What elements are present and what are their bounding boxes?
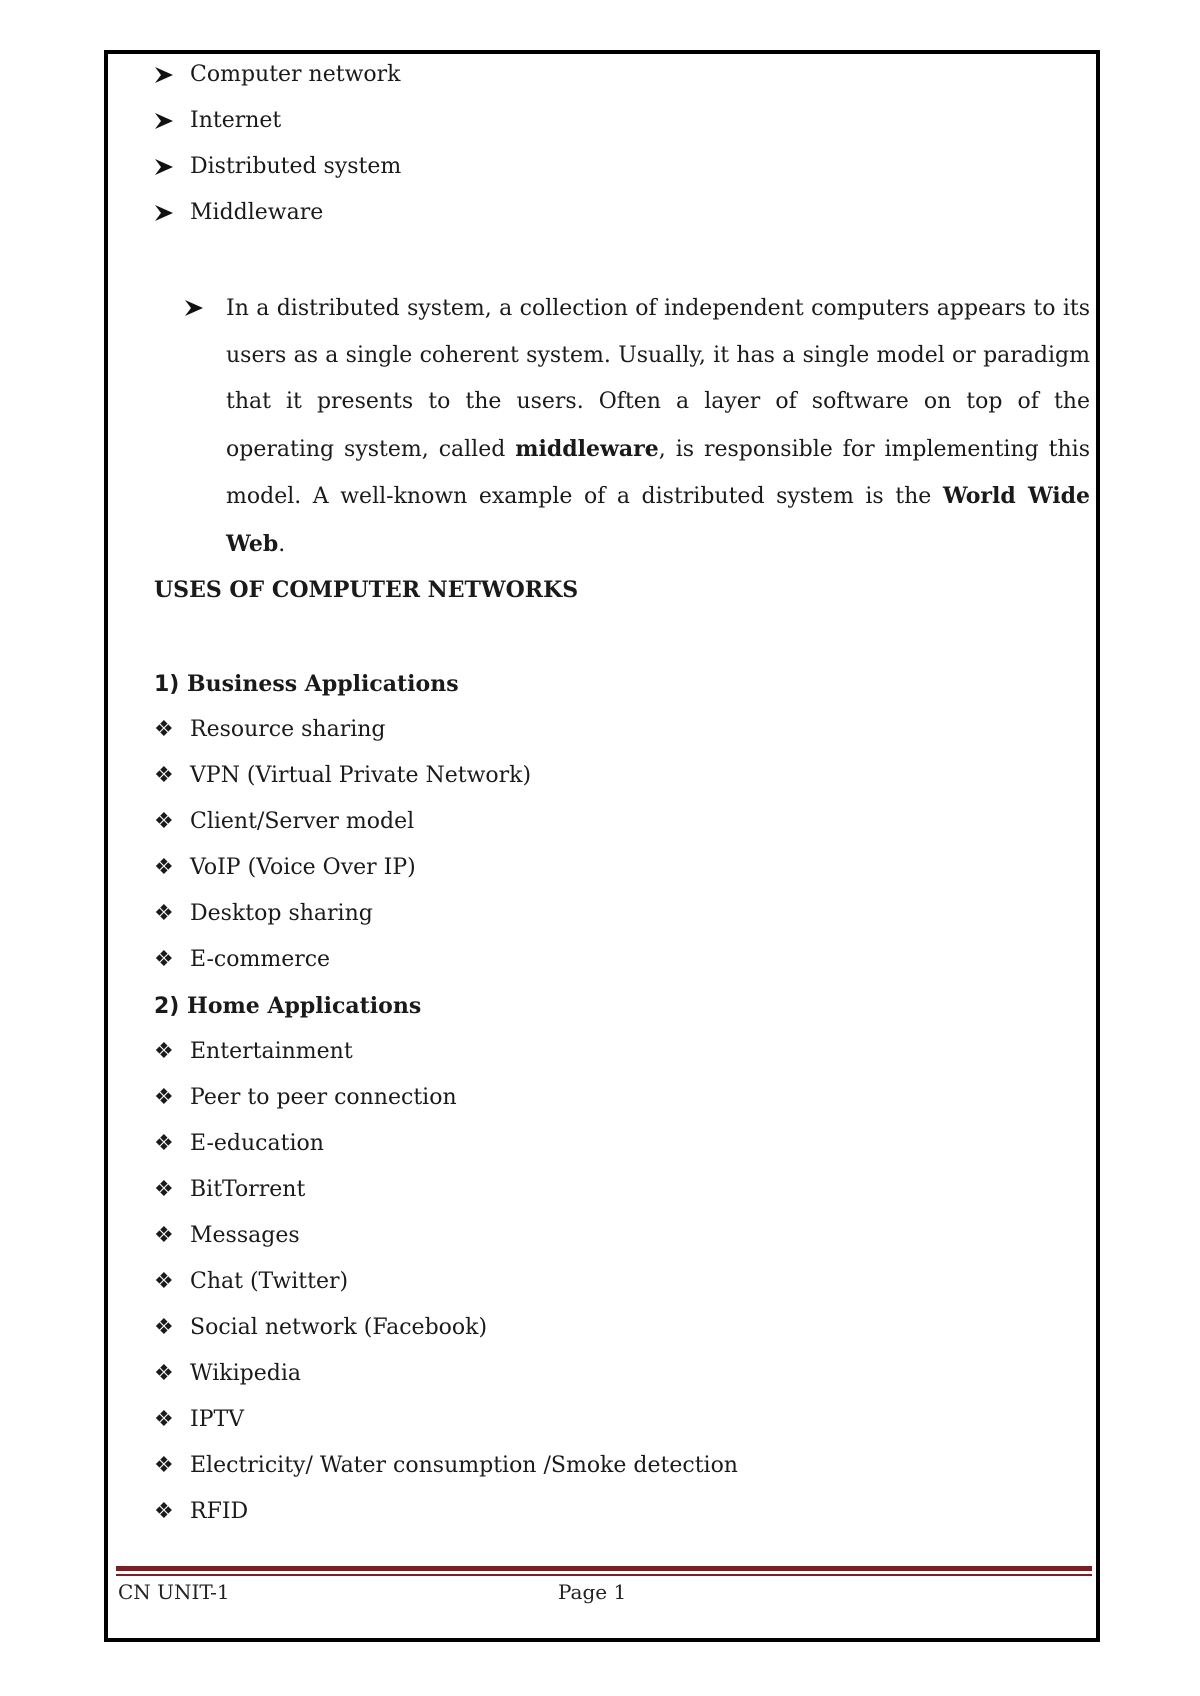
diamond-bullet-icon: ❖ (154, 1361, 174, 1386)
list-item-text: RFID (190, 1499, 249, 1524)
diamond-bullet-icon: ❖ (154, 855, 174, 880)
diamond-bullet-icon: ❖ (154, 1269, 174, 1294)
list-item (154, 1167, 1094, 1213)
list-item-text: BitTorrent (190, 1177, 306, 1202)
section-heading-text: Home Applications (187, 993, 422, 1019)
list-item (154, 1443, 1094, 1489)
paragraph-part: , is responsible for implementing this model. A well-known example of a distributed system is the (226, 436, 1090, 509)
list-item-text: Wikipedia (190, 1361, 301, 1386)
list-item-text: Internet (190, 108, 282, 133)
footer-unit-label: CN UNIT-1 (118, 1580, 230, 1604)
diamond-bullet-icon: ❖ (154, 1223, 174, 1248)
diamond-bullet-icon: ❖ (154, 763, 174, 788)
list-item (154, 98, 1094, 144)
list-item-text: Messages (190, 1223, 300, 1248)
list-item (154, 1397, 1094, 1443)
diamond-bullet-icon: ❖ (154, 1039, 174, 1064)
list-item-text: Resource sharing (190, 717, 386, 742)
list-item (154, 1213, 1094, 1259)
arrow-bullet-icon (154, 144, 190, 190)
list-item-text: Computer network (190, 62, 401, 87)
diamond-bullet-icon: ❖ (154, 809, 174, 834)
list-item (154, 845, 1094, 891)
list-item (154, 937, 1094, 983)
section-number: 2) (154, 994, 180, 1019)
list-item (154, 1489, 1094, 1535)
list-item-text: Distributed system (190, 154, 402, 179)
diamond-bullet-icon: ❖ (154, 1131, 174, 1156)
list-item-text: E-commerce (190, 947, 331, 972)
diamond-bullet-icon: ❖ (154, 1315, 174, 1340)
footer-rule-thick (116, 1566, 1092, 1571)
list-item-text: VPN (Virtual Private Network) (190, 763, 532, 788)
business-applications (154, 661, 1094, 1535)
list-item (154, 144, 1094, 190)
diamond-bullet-icon: ❖ (154, 1177, 174, 1202)
list-item (154, 799, 1094, 845)
paragraph-text (226, 286, 1090, 568)
diamond-bullet-icon: ❖ (154, 901, 174, 926)
arrow-bullet-icon (154, 190, 190, 236)
list-item (154, 1121, 1094, 1167)
footer-rule-thin (116, 1574, 1092, 1576)
home-applications-heading (154, 983, 1094, 1029)
list-item-text: Client/Server model (190, 809, 415, 834)
diamond-bullet-icon: ❖ (154, 1407, 174, 1432)
list-item-text: Chat (Twitter) (190, 1269, 349, 1294)
diamond-bullet-icon: ❖ (154, 1085, 174, 1110)
list-item (154, 52, 1094, 98)
list-item (154, 891, 1094, 937)
distributed-system-paragraph (184, 286, 1090, 568)
list-item (154, 1351, 1094, 1397)
list-item-text: Social network (Facebook) (190, 1315, 488, 1340)
section-title: USES OF COMPUTER NETWORKS (154, 577, 579, 603)
list-item (154, 1029, 1094, 1075)
list-item-text: Peer to peer connection (190, 1085, 457, 1110)
list-item-text: E-education (190, 1131, 324, 1156)
diamond-bullet-icon: ❖ (154, 1499, 174, 1524)
list-item (154, 1075, 1094, 1121)
list-item (154, 1259, 1094, 1305)
list-item-text: VoIP (Voice Over IP) (190, 855, 416, 880)
list-item (154, 707, 1094, 753)
list-item-text: Desktop sharing (190, 901, 373, 926)
arrow-bullet-icon (154, 52, 190, 98)
diamond-bullet-icon: ❖ (154, 1453, 174, 1478)
list-item-text: Entertainment (190, 1039, 353, 1064)
list-item-text: Middleware (190, 200, 324, 225)
business-applications-heading (154, 661, 1094, 707)
list-item-text: IPTV (190, 1407, 245, 1432)
diamond-bullet-icon: ❖ (154, 947, 174, 972)
section-number: 1) (154, 672, 180, 697)
paragraph-part: . (278, 531, 286, 557)
www-term: World Wide Web (226, 483, 1090, 557)
section-heading-text: Business Applications (187, 671, 459, 697)
list-item-text: Electricity/ Water consumption /Smoke detection (190, 1453, 738, 1478)
paragraph-part: In a distributed system, a collection of independent computers appears to its users as a single coherent system. Usually, it has a single model or paradigm that it presents to the users. Often a layer of software on top of the operating system, called (226, 296, 1090, 462)
intro-list (154, 52, 1094, 236)
list-item (154, 190, 1094, 236)
list-item (154, 1305, 1094, 1351)
diamond-bullet-icon: ❖ (154, 717, 174, 742)
arrow-bullet-icon (154, 98, 190, 144)
list-item (154, 753, 1094, 799)
arrow-bullet-icon (184, 286, 204, 332)
middleware-term: middleware (515, 435, 659, 462)
footer-page-number: Page 1 (558, 1580, 627, 1604)
uses-heading-block (154, 567, 1094, 613)
